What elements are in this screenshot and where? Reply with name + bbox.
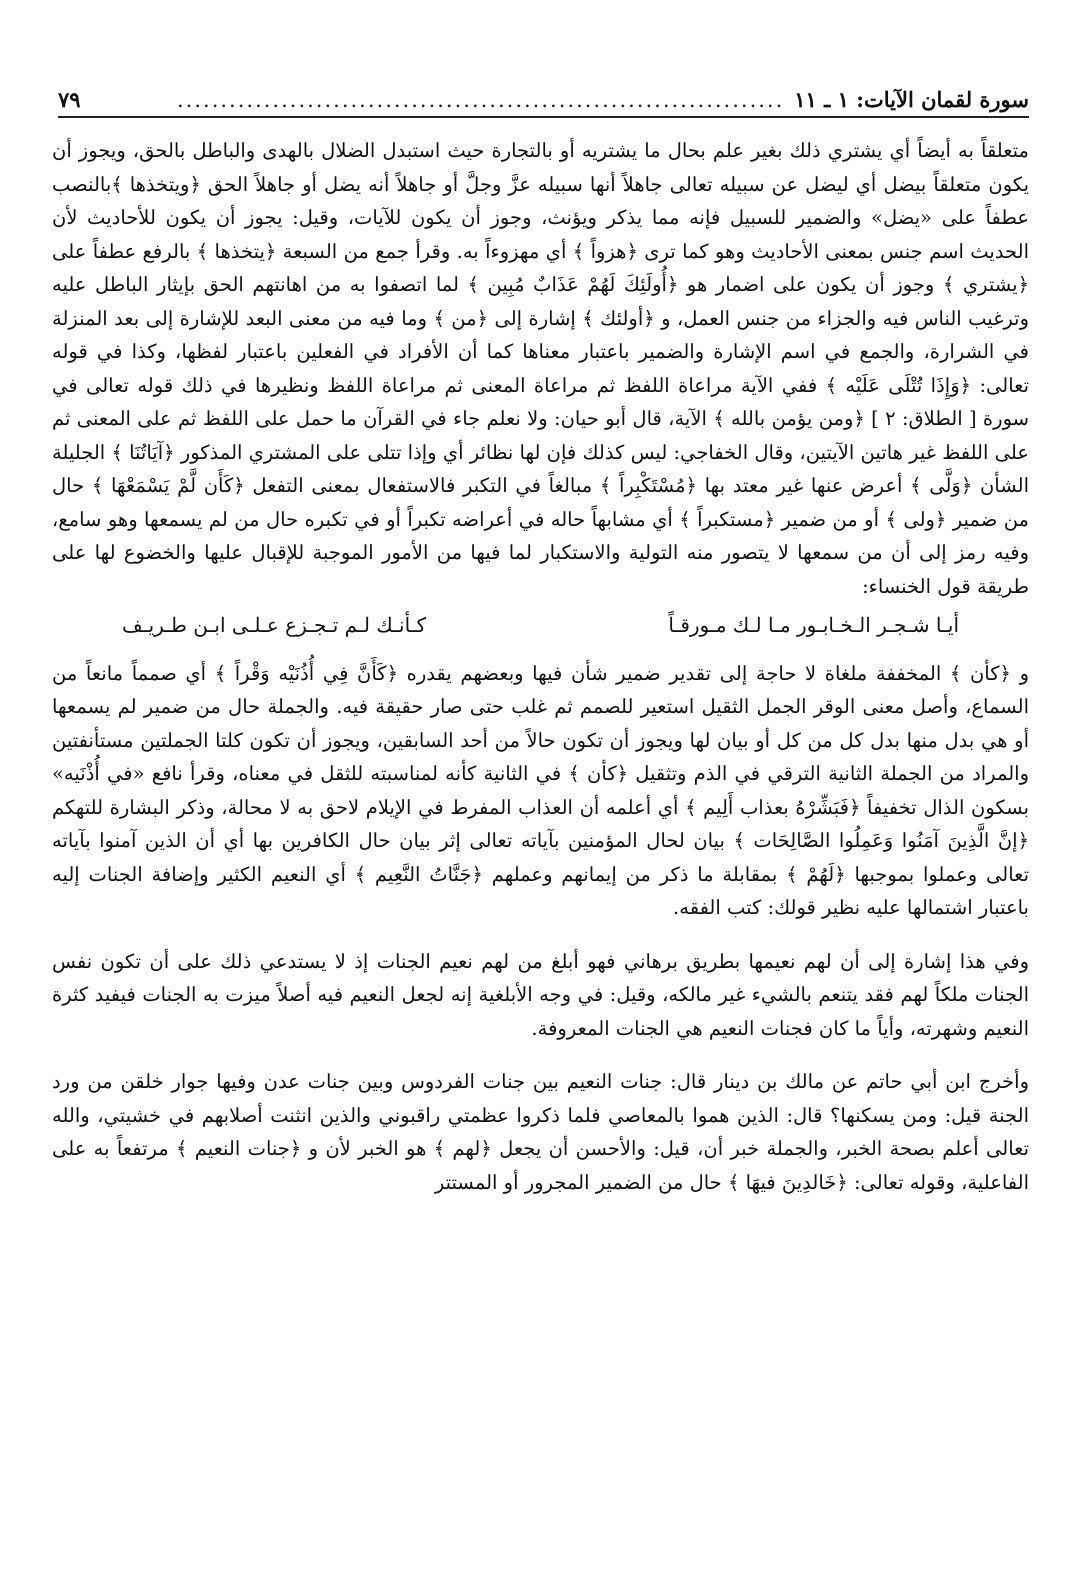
page-number: ٧٩ <box>58 87 81 112</box>
leader-dots: ...................................................................... <box>177 88 785 112</box>
running-title: سورة لقمان الآيات: ١ ـ ١١ <box>794 87 1029 112</box>
page-body <box>52 134 1029 1199</box>
paragraph-2: و ﴿كأن ﴾ المخففة ملغاة لا حاجة إلى تقدير ضمير شأن فيها وبعضهم يقدره ﴿كَأَنَّ فِي أُذُنَيْه وَقْراً ﴾ أي صمماً مانعاً من السماع، وأصل معنى الوقر الجمل الثقيل استعير للصمم ثم غلب حتى صار حقيقة فيه. والجملة حال من ضمير لم يسمعها أو هي بدل منها بدل كل من كل أو بيان لها ويجوز أن تكون حالاً من أحد السابقين، ويجوز أن تكون كلتا الجملتين مستأنفتين والمراد من الجملة الثانية الترقي في الذم وتثقيل ﴿كأن ﴾ في الثانية كأنه لمناسبته للثقل في معناه، وقرأ نافع «في أُذْنَيه» بسكون الذال تخفيفاً ﴿فَبَشِّرْهُ بعذاب أَلِيم ﴾ أي أعلمه أن العذاب المفرط في الإيلام لاحق به لا محالة، وذكر البشارة للتهكم ﴿إنَّ الَّذِينَ آمَنُوا وَعَمِلُوا الصَّالِحَات ﴾ بيان لحال المؤمنين بآياته تعالى إثر بيان حال الكافرين بها أي أن الذين آمنوا بآياته تعالى وعملوا بموجبها ﴿لَهُمْ ﴾ بمقابلة ما ذكر من إيمانهم وعملهم ﴿جَنَّاتُ النَّعِيم ﴾ أي النعيم الكثير وإضافة الجنات إليه باعتبار اشتمالها عليه نظير قولك: كتب الفقه. <box>52 661 1029 919</box>
poem-verse <box>122 609 959 643</box>
page-header <box>58 72 1029 118</box>
poem-second-hemistich: كـأنـك لـم تـجـزع عـلـى ابـن طـريـف <box>122 613 427 637</box>
paragraph-3: وفي هذا إشارة إلى أن لهم نعيمها بطريق برهاني فهو أبلغ من لهم نعيم الجنات إذ لا يستدعي ذلك على أن تكون نفس الجنات ملكاً لهم فقد يتنعم بالشيء غير مالكه، وقيل: في وجه الأبلغية إنه لجعل النعيم فيه أصلاً ميزت به الجنات فيفيد كثرة النعيم وشهرته، وأياً ما كان فجنات النعيم هي الجنات المعروفة. <box>52 949 1029 1040</box>
paragraph-4: وأخرج ابن أبي حاتم عن مالك بن دينار قال: جنات النعيم بين جنات الفردوس وبين جنات عدن وفيها جوار خلقن من ورد الجنة قيل: ومن يسكنها؟ قال: الذين هموا بالمعاصي فلما ذكروا عظمتي راقبوني والذين انثنت أصلابهم في خشيتي، والله تعالى أعلم بصحة الخبر، والجملة خبر أن، قيل: والأحسن أن يجعل ﴿لهم ﴾ هو الخبر لأن و ﴿جنات النعيم ﴾ مرتفعاً به على الفاعلية، وقوله تعالى: ﴿خَالدِينَ فيهَا ﴾ حال من الضمير المجرور أو المستتر <box>52 1070 1029 1194</box>
paragraph-1: متعلقاً به أيضاً أي يشتري ذلك بغير علم بحال ما يشتريه أو بالتجارة حيث استبدل الضلال بالهدى والباطل بالحق، ويجوز أن يكون متعلقاً بيضل أي ليضل عن سبيله تعالى جاهلاً أنها سبيله عزَّ وجلَّ أو جاهلاً أنه يضل أو جاهلاً الحق ﴿ويتخذها ﴾بالنصب عطفاً على «يضل» والضمير للسبيل فإنه مما يذكر ويؤنث، وجوز أن يكون للآيات، وقيل: يجوز أن يكون للأحاديث لأن الحديث اسم جنس بمعنى الأحاديث وهو كما ترى ﴿هزواً ﴾ أي مهزوءاً به. وقرأ جمع من السبعة ﴿يتخذها ﴾ بالرفع عطفاً على ﴿يشتري ﴾ وجوز أن يكون على اضمار هو ﴿أُولَئِكَ لَهُمْ عَذَابٌ مُبِين ﴾ لما اتصفوا به من اهانتهم الحق بإيثار الباطل عليه وترغيب الناس فيه والجزاء من جنس العمل، و ﴿أولئك ﴾ إشارة إلى ﴿من ﴾ وما فيه من معنى البعد للإشارة إلى بعد المنزلة في الشرارة، والجمع في اسم الإشارة والضمير باعتبار معناها كما أن الأفراد في الفعلين باعتبار لفظها، وكذا في قوله تعالى: ﴿وَإِذَا تُتْلَى عَلَيْه ﴾ ففي الآية مراعاة اللفظ ثم مراعاة المعنى ثم مراعاة اللفظ ونظيرها في ذلك قوله تعالى في سورة [ الطلاق: ٢ ] ﴿ومن يؤمن بالله ﴾ الآية، قال أبو حيان: ولا نعلم جاء في القرآن ما حمل على اللفظ ثم على المعنى ثم على اللفظ غير هاتين الآيتين، وقال الخفاجي: ليس كذلك فإن لها نظائر أي وإذا تتلى على المشتري المذكور ﴿آيَاتُنَا ﴾ الجليلة الشأن ﴿وَلَّى ﴾ أعرض عنها غير معتد بها ﴿مُسْتَكْبِراً ﴾ مبالغاً في التكبر فالاستفعال بمعنى التفعل ﴿كَأَن لَّمْ يَسْمَعْهَا ﴾ حال من ضمير ﴿ولى ﴾ أو من ضمير ﴿مستكبراً ﴾ أي مشابهاً حاله في أعراضه تكبراً أو في تكبره حال من لم يسمعها وهو سامع، وفيه رمز إلى أن من سمعها لا يتصور منه التولية والاستكبار لما فيها من الأمور الموجبة للإقبال عليها والخضوع لها على طريقة قول الخنساء: <box>52 139 1029 598</box>
poem-first-hemistich: أيـا شـجـر الـخـابـور مـا لـك مـورقـاً <box>668 613 959 637</box>
